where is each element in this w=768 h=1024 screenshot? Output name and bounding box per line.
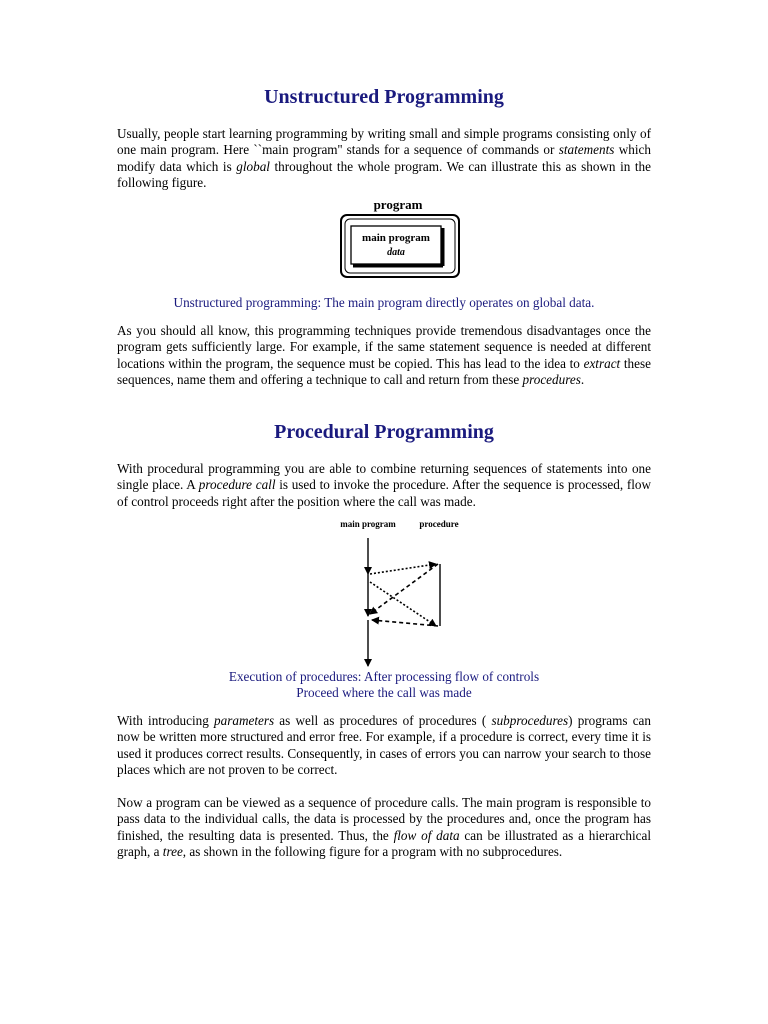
paragraph-parameters: With introducing parameters as well as procedures of procedures ( subprocedures) programs can now be written more structured and error free. For example, if a procedure is correct, every time it is used it produces correct results. Consequently, in cases of errors you can narrow your search to those places which are not proven to be correct. — [117, 713, 651, 778]
paragraph-disadvantages: As you should all know, this programming techniques provide tremendous disadvantages once the program gets sufficiently large. For example, if the same statement sequence is needed at different locations within the program, the sequence must be copied. This has lead to the idea to extract these sequences, name them and offering a technique to call and return from these procedures. — [117, 323, 651, 388]
figure-outer-label: program — [373, 197, 423, 212]
figure-inner-label: main program — [362, 232, 430, 244]
heading-unstructured-programming: Unstructured Programming — [264, 86, 504, 108]
paragraph-procedural-intro: With procedural programming you are able to combine returning sequences of statements into one single place. A procedure call is used to invoke the procedure. After the sequence is processed, flow of control proceeds right after the position where the call was made. — [117, 461, 651, 509]
paragraph-intro: Usually, people start learning programming by writing small and simple programs consisting only of one main program. Here ``main program'' stands for a sequence of commands or statements which modify data which is global throughout the whole program. We can illustrate this as shown in the following figure. — [117, 126, 651, 191]
figure-unstructured-program — [338, 196, 464, 282]
figure-label-procedure: procedure — [419, 519, 459, 529]
figure-label-main-program: main program — [340, 519, 396, 529]
paragraph-procedure-calls: Now a program can be viewed as a sequence of procedure calls. The main program is responsible to pass data to the individual calls, the data is processed by the procedures and, once the program has finished, the resulting data is presented. Thus, the flow of data can be illustrated as a hierarchical graph, a tree, as shown in the following figure for a program with no subprocedures. — [117, 795, 651, 860]
figure-procedure-flow — [336, 516, 470, 668]
caption-unstructured: Unstructured programming: The main program directly operates on global data. — [173, 295, 595, 310]
caption-procedure-line1: Execution of procedures: After processing flow of controls — [228, 669, 540, 684]
caption-procedure-line2: Proceed where the call was made — [296, 685, 472, 700]
heading-procedural-programming: Procedural Programming — [274, 421, 494, 443]
figure-inner-sub: data — [387, 247, 405, 258]
